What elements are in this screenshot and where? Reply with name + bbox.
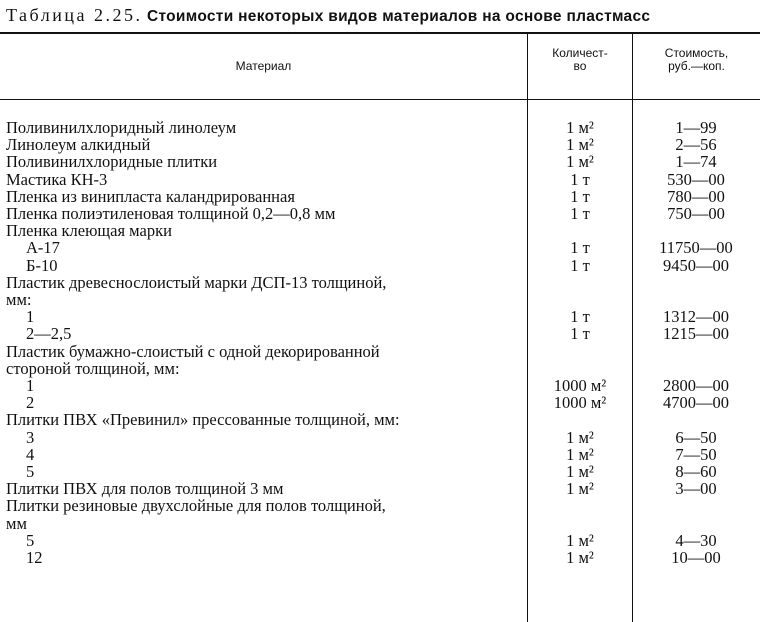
table-row — [0, 341, 760, 361]
cost-cell: 7—50 — [675, 444, 717, 464]
cost-cell: 6—50 — [675, 427, 717, 447]
table-row — [0, 255, 760, 275]
material-cell: Плитки ПВХ «Превинил» прессованные толщиной, мм: — [6, 410, 400, 430]
material-cell: 3 — [26, 427, 35, 447]
quantity-cell: 1 м² — [566, 444, 594, 464]
quantity-cell: 1 т — [570, 238, 590, 258]
material-cell: Линолеум алкидный — [6, 135, 151, 155]
table-row — [0, 464, 760, 480]
table-number: Таблица 2.25. — [6, 5, 143, 25]
material-cell: 4 — [26, 444, 35, 464]
quantity-cell: 1 м² — [566, 135, 594, 155]
header-quantity — [528, 47, 632, 73]
cost-cell: 750—00 — [667, 204, 725, 223]
table-title: Стоимости некоторых видов материалов на основе пластмасс — [146, 8, 651, 25]
header-material — [0, 60, 527, 73]
header-cost — [633, 47, 760, 73]
table-row — [0, 309, 760, 325]
table-row — [0, 292, 760, 308]
cost-cell: 1—74 — [675, 152, 717, 172]
table-row — [0, 326, 760, 342]
quantity-cell: 1000 м² — [553, 376, 607, 395]
table-row — [0, 427, 760, 447]
quantity-cell: 1 м² — [566, 118, 594, 137]
header-quantity-line-2: во — [573, 59, 587, 73]
header-cost-line-1: Стоимость, — [664, 46, 729, 60]
cost-cell: 530—00 — [667, 169, 725, 189]
table-row — [0, 240, 760, 256]
table-row — [0, 137, 760, 153]
table-row — [0, 444, 760, 464]
material-cell: Плитки резиновые двухслойные для полов толщиной, — [6, 496, 386, 516]
material-cell: 5 — [26, 462, 35, 481]
table-row — [0, 530, 760, 550]
table-row — [0, 412, 760, 428]
cost-cell: 10—00 — [671, 548, 721, 567]
material-cell: мм — [6, 513, 27, 533]
cost-cell: 1—99 — [675, 118, 717, 137]
material-cell: 12 — [26, 548, 43, 567]
table-row — [0, 358, 760, 378]
quantity-cell: 1 т — [570, 204, 590, 223]
table-row — [0, 513, 760, 533]
material-cell: Мастика КН-3 — [6, 169, 108, 189]
quantity-cell: 1 м² — [566, 462, 594, 481]
header-cost-line-2: руб.—коп. — [668, 59, 725, 73]
quantity-cell: 1 м² — [566, 427, 594, 447]
cost-cell: 1312—00 — [663, 307, 729, 327]
table-row — [0, 186, 760, 206]
top-rule — [0, 32, 760, 34]
quantity-cell: 1 т — [570, 169, 590, 189]
header-material-label: Материал — [235, 59, 292, 73]
material-cell: Пластик бумажно-слоистый с одной декорированной — [6, 341, 380, 361]
material-cell: Плитки ПВХ для полов толщиной 3 мм — [6, 479, 284, 499]
material-cell: 5 — [26, 530, 35, 550]
material-cell: Пленка полиэтиленовая толщиной 0,2—0,8 мм — [6, 204, 336, 223]
table-row — [0, 120, 760, 136]
material-cell: 2—2,5 — [26, 324, 72, 344]
table-row — [0, 169, 760, 189]
quantity-cell: 1 м² — [566, 152, 594, 172]
quantity-cell: 1 м² — [566, 530, 594, 550]
material-cell: 1 — [26, 376, 35, 395]
cost-cell: 2—56 — [675, 135, 717, 155]
quantity-cell: 1 т — [570, 255, 590, 275]
material-cell: Пленка из винипласта каландрированная — [6, 186, 295, 206]
quantity-cell: 1 т — [570, 324, 590, 344]
table-row — [0, 206, 760, 222]
material-cell: А-17 — [26, 238, 60, 258]
cost-cell: 780—00 — [667, 186, 725, 206]
cost-cell: 8—60 — [675, 462, 717, 481]
table-row — [0, 378, 760, 394]
cost-cell: 2800—00 — [663, 376, 729, 395]
cost-cell: 11750—00 — [659, 238, 733, 258]
header-rule — [0, 99, 760, 100]
material-cell: Поливинилхлоридный линолеум — [6, 118, 237, 137]
material-cell: Б-10 — [26, 255, 58, 275]
table-row — [0, 223, 760, 239]
material-cell: стороной толщиной, мм: — [6, 358, 180, 378]
table-row — [0, 395, 760, 411]
cost-cell: 9450—00 — [663, 255, 729, 275]
cost-cell: 1215—00 — [663, 324, 729, 344]
quantity-cell: 1 т — [570, 186, 590, 206]
quantity-cell: 1 м² — [566, 479, 594, 499]
table-caption — [6, 4, 756, 28]
material-cell: 2 — [26, 393, 35, 413]
material-cell: Поливинилхлоридные плитки — [6, 152, 218, 172]
material-cell: 1 — [26, 307, 35, 327]
quantity-cell: 1 м² — [566, 548, 594, 567]
material-cell: Пластик древеснослоистый марки ДСП-13 толщиной, — [6, 272, 387, 292]
cost-cell: 3—00 — [675, 479, 717, 499]
quantity-cell: 1 т — [570, 307, 590, 327]
table-row — [0, 272, 760, 292]
cost-cell: 4—30 — [675, 530, 717, 550]
table-row — [0, 550, 760, 566]
table-row — [0, 154, 760, 170]
cost-cell: 4700—00 — [663, 393, 729, 413]
table-row — [0, 498, 760, 514]
quantity-cell: 1000 м² — [553, 393, 607, 413]
material-cell: Пленка клеющая марки — [6, 221, 172, 241]
material-cell: мм: — [6, 290, 32, 309]
table-row — [0, 481, 760, 497]
header-quantity-line-1: Количест- — [552, 46, 608, 60]
